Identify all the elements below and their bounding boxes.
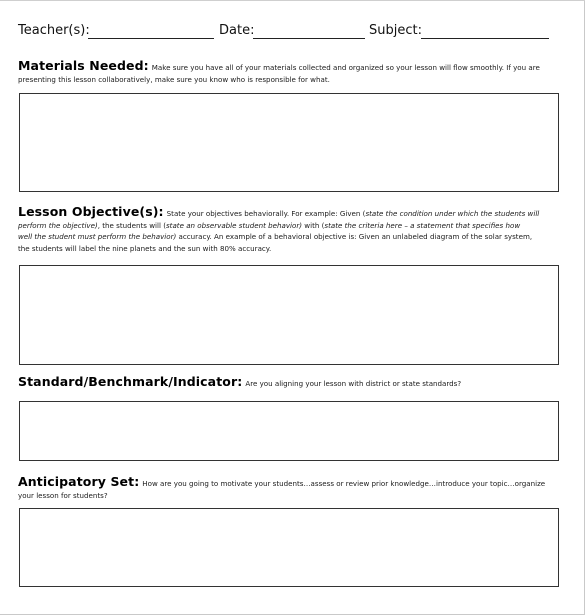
materials-instructions-line-1: Make sure you have all of your materials collected and organized so your lesson will flow smoothly. If you are (151, 63, 540, 72)
date-field-line[interactable] (253, 38, 365, 39)
objectives-line-4: the students will label the nine planets and the sun with 80% accuracy. (18, 243, 272, 253)
objectives-line-1a: State your objectives behaviorally. For example: Given ( (166, 209, 366, 218)
anticipatory-input-box[interactable] (19, 508, 559, 587)
objectives-line-2a: perform the objective) (18, 220, 98, 230)
header-row (18, 22, 558, 40)
anticipatory-title: Anticipatory Set: (18, 474, 140, 489)
objectives-input-box[interactable] (19, 265, 559, 365)
date-label: Date: (219, 23, 255, 38)
standard-title: Standard/Benchmark/Indicator: (18, 374, 243, 389)
anticipatory-section-header (18, 476, 558, 501)
materials-title: Materials Needed: (18, 58, 149, 73)
objectives-line-2e: state the criteria here – a statement that specifies how (324, 220, 521, 230)
materials-section-header (18, 60, 558, 85)
objectives-title: Lesson Objective(s): (18, 204, 164, 219)
standard-instructions: Are you aligning your lesson with district or state standards? (245, 379, 462, 388)
objectives-section-header (18, 206, 558, 254)
objectives-line-2b: , the students will ( (97, 220, 166, 230)
objectives-line-3b: accuracy. An example of a behavioral objective is: Given an unlabeled diagram of the solar system, (176, 232, 533, 241)
standard-section-header (18, 376, 558, 390)
objectives-line-1b: state the condition under which the students will (365, 209, 540, 218)
objectives-line-2d: with ( (302, 220, 325, 230)
teacher-field-line[interactable] (88, 38, 214, 39)
objectives-line-2c: state an observable student behavior) (165, 220, 303, 230)
anticipatory-instructions-line-1: How are you going to motivate your students…assess or review prior knowledge…introduce your topic…organize (142, 479, 546, 488)
subject-label: Subject: (369, 23, 422, 38)
page-top-edge (0, 0, 585, 1)
teacher-label: Teacher(s): (18, 23, 90, 38)
standard-input-box[interactable] (19, 401, 559, 461)
objectives-line-3a: well the student must perform the behavior) (18, 232, 177, 241)
subject-field-line[interactable] (421, 38, 549, 39)
anticipatory-instructions-line-2: your lesson for students? (18, 490, 108, 500)
materials-input-box[interactable] (19, 93, 559, 192)
materials-instructions-line-2: presenting this lesson collaboratively, make sure you know who is responsible for what. (18, 74, 330, 84)
